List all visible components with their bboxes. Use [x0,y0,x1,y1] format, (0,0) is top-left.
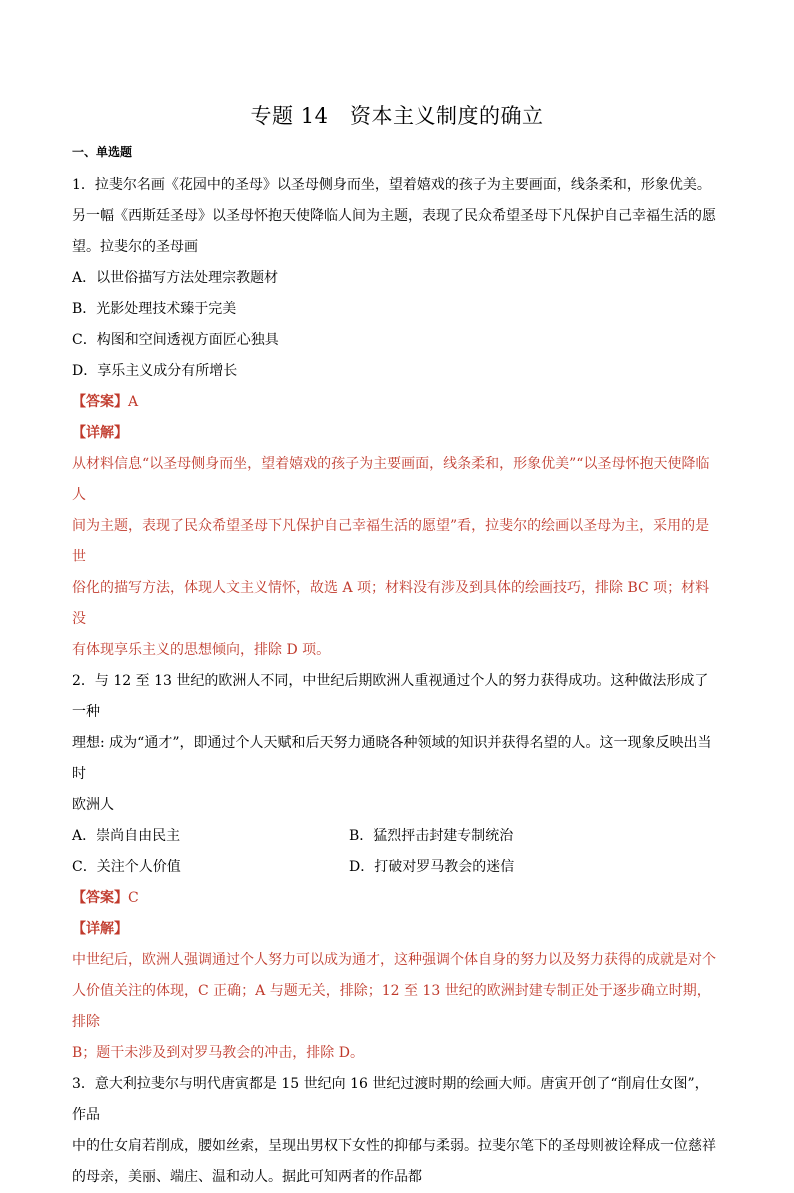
question-stem-line: 另一幅《西斯廷圣母》以圣母怀抱天使降临人间为主题，表现了民众希望圣母下凡保护自己幸福生活的愿 [72,208,716,224]
detail-text-line: B；题干未涉及到对罗马教会的冲击，排除 D。 [72,1045,364,1061]
detail-line [72,914,722,945]
detail-text-line: 间为主题，表现了民众希望圣母下凡保护自己幸福生活的愿望”看，拉斐尔的绘画以圣母为主，采用的是世 [72,518,710,565]
answer-label: 【答案】 [72,890,128,906]
question-stem-line: 中的仕女肩若削成，腰如丝索，呈现出男权下女性的抑郁与柔弱。拉斐尔笔下的圣母则被诠释成一位慈祥 [72,1138,716,1154]
option-d: D．打破对罗马教会的迷信 [349,859,515,875]
question-stem-line: 欧洲人 [72,797,114,813]
section-heading: 一、单选题 [72,145,133,159]
question-2 [72,666,722,1069]
answer-value: C [128,890,139,906]
detail-text-line: 中世纪后，欧洲人强调通过个人努力可以成为通才，这种强调个体自身的努力以及努力获得的成就是对个 [72,952,716,968]
answer-line [72,387,722,418]
detail-label: 【详解】 [72,921,128,937]
option-c: C．构图和空间透视方面匠心独具 [72,332,279,348]
option-row [72,852,722,883]
question-1 [72,170,722,666]
option-d: D．享乐主义成分有所增长 [72,363,238,379]
question-stem-line: 3．意大利拉斐尔与明代唐寅都是 15 世纪向 16 世纪过渡时期的绘画大师。唐寅开创了“削肩仕女图”，作品 [72,1076,709,1123]
question-stem-line: 理想: 成为“通才”，即通过个人天赋和后天努力通晓各种领域的知识并获得名望的人。这一现象反映出当时 [72,735,712,782]
detail-text-line: 人价值关注的体现，C 正确；A 与题无关，排除；12 至 13 世纪的欧洲封建专制正处于逐步确立时期，排除 [72,983,711,1030]
option-row [72,821,722,852]
option-b: B．光影处理技术臻于完美 [72,301,237,317]
detail-line [72,418,722,449]
question-stem-line: 1．拉斐尔名画《花园中的圣母》以圣母侧身而坐，望着嬉戏的孩子为主要画面，线条柔和，形象优美。 [72,177,711,193]
detail-text-line: 俗化的描写方法，体现人文主义情怀，故选 A 项；材料没有涉及到具体的绘画技巧，排除 BC 项；材料没 [72,580,710,627]
option-b: B．猛烈抨击封建专制统治 [349,828,514,844]
detail-label: 【详解】 [72,425,128,441]
detail-text-line: 有体现享乐主义的思想倾向，排除 D 项。 [72,642,331,658]
question-stem-line: 望。拉斐尔的圣母画 [72,239,198,255]
answer-label: 【答案】 [72,394,128,410]
option-c: C．关注个人价值 [72,859,181,875]
answer-line [72,883,722,914]
detail-text-line: 从材料信息“以圣母侧身而坐，望着嬉戏的孩子为主要画面，线条柔和，形象优美”“以圣母怀抱天使降临人 [72,456,710,503]
answer-value: A [128,394,139,410]
question-stem-line: 的母亲，美丽、端庄、温和动人。据此可知两者的作品都 [72,1169,422,1185]
question-3 [72,1069,722,1193]
page-title: 专题 14 资本主义制度的确立 [250,104,544,128]
question-stem-line: 2．与 12 至 13 世纪的欧洲人不同，中世纪后期欧洲人重视通过个人的努力获得成功。这种做法形成了一种 [72,673,709,720]
option-a: A．崇尚自由民主 [72,828,181,844]
option-a: A．以世俗描写方法处理宗教题材 [72,270,279,286]
question-list [72,170,722,1193]
